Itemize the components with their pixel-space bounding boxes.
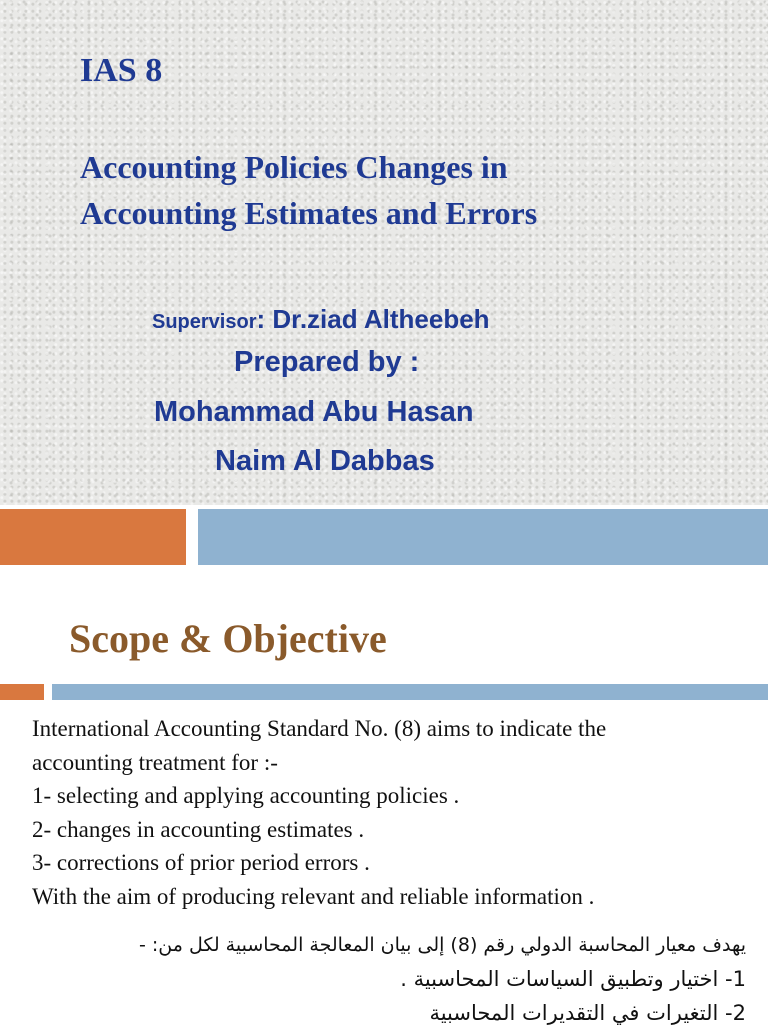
slide-title [80, 144, 537, 236]
objective-line: accounting treatment for :- [32, 749, 278, 775]
objective-line: With the aim of producing relevant and reliable information . [32, 883, 595, 909]
supervisor-name: : Dr.ziad Altheebeh [256, 304, 490, 334]
blue-accent-bar [198, 509, 768, 565]
objective-line: 1- selecting and applying accounting policies . [32, 783, 460, 808]
supervisor [152, 304, 490, 335]
scope-heading: Scope & Objective [69, 616, 387, 661]
author-name-2: Naim Al Dabbas [215, 445, 435, 477]
objective-line: International Accounting Standard No. (8) aims to indicate the [32, 716, 607, 741]
arabic-line: يهدف معيار المحاسبة الدولي رقم (8) إلى بيان المعالجة المحاسبية لكل من: - [138, 934, 746, 956]
orange-divider [0, 684, 44, 700]
arabic-line: 1- اختيار وتطبيق السياسات المحاسبية . [400, 967, 746, 991]
orange-accent-bar [0, 509, 186, 565]
objective-line: 3- corrections of prior period errors . [32, 850, 370, 875]
objective-text [32, 712, 752, 913]
blue-divider [52, 684, 768, 700]
author-name-1: Mohammad Abu Hasan [154, 396, 474, 428]
standard-code: IAS 8 [80, 52, 163, 89]
arabic-line: 2- التغيرات في التقديرات المحاسبية [429, 1001, 746, 1025]
scope-slide [0, 572, 768, 1024]
title-slide [0, 0, 768, 505]
arabic-objective-text [26, 928, 746, 1030]
title-line-2: Accounting Estimates and Errors [80, 195, 538, 231]
prepared-by-label: Prepared by : [234, 346, 420, 378]
title-line-1: Accounting Policies Changes in [80, 149, 508, 185]
objective-line: 2- changes in accounting estimates . [32, 816, 365, 842]
supervisor-label: Supervisor [152, 311, 257, 333]
